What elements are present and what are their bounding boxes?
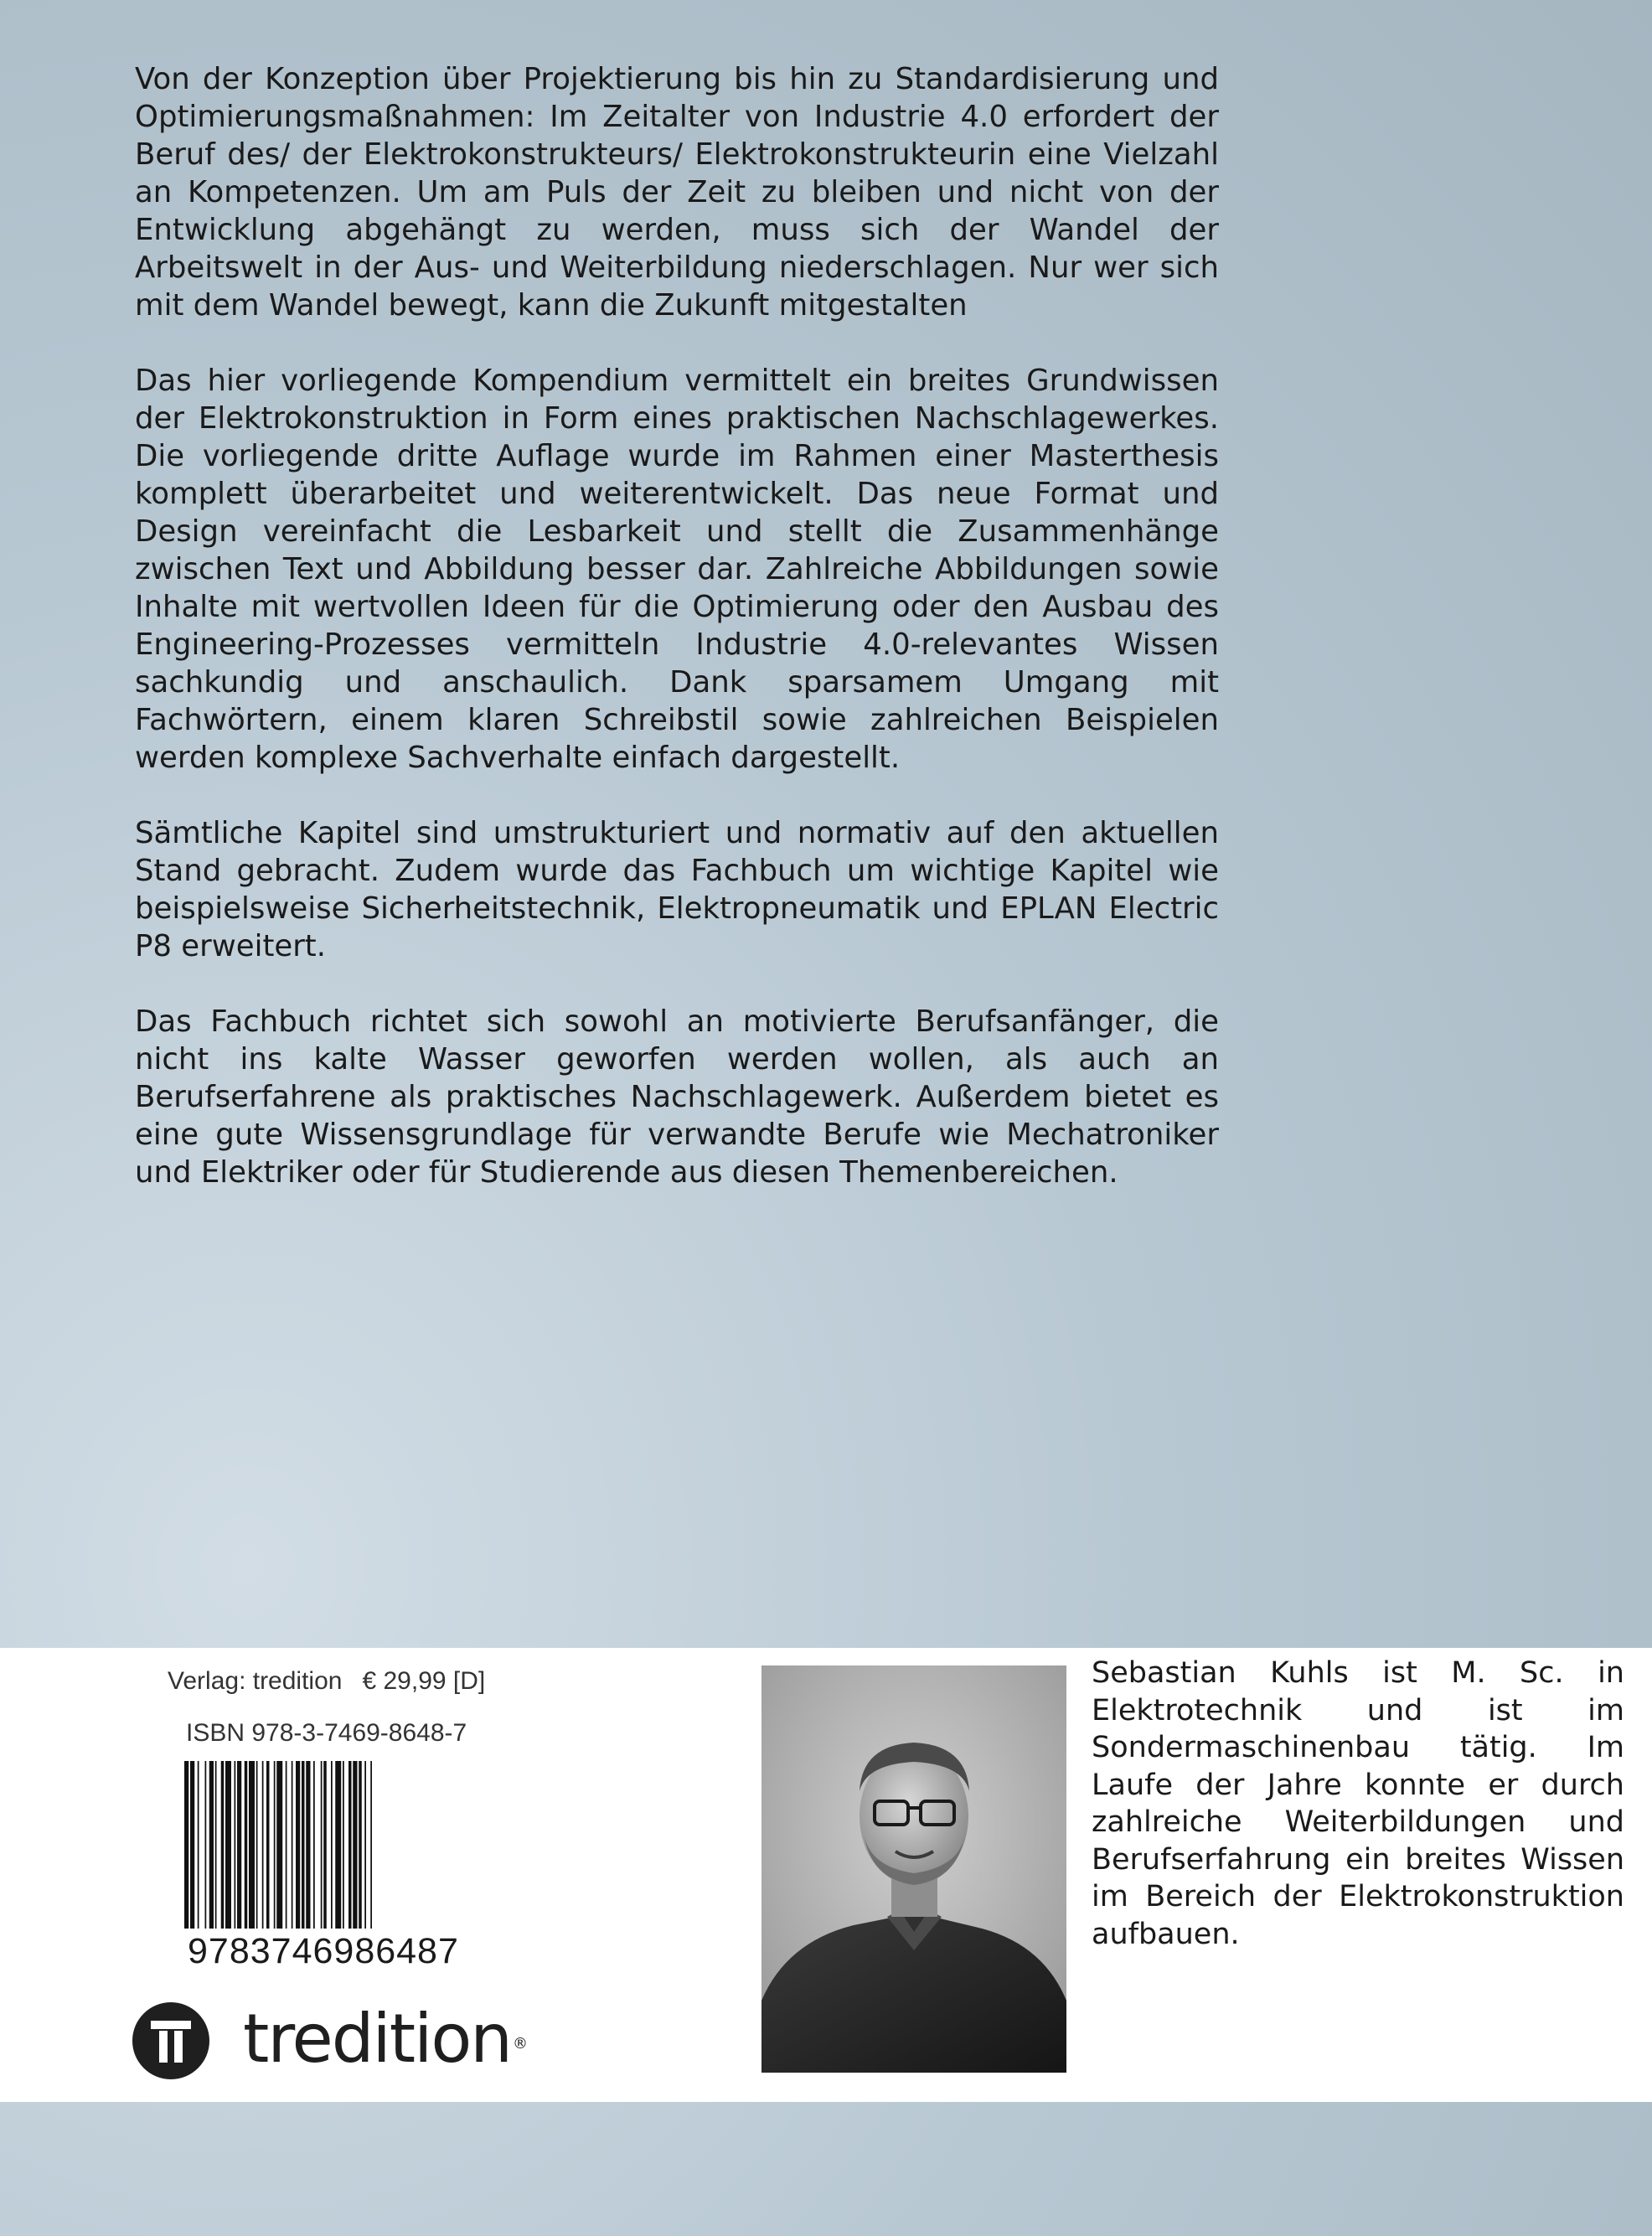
price-label: € 29,99 [D] [362, 1667, 486, 1695]
blurb-paragraph-2: Das hier vorliegende Kompendium vermittelt ein breites Grundwissen der Elektrokonstruktion in Form eines praktischen Nachschlagewerkes. Die vorliegende dritte Auflage wurde im Rahmen einer Masterthesis komplett überarbeitet und weiterentwickelt. Das neue Format und Design vereinfacht die Lesbarkeit und stellt die Zusammenhänge zwischen Text und Abbildung besser dar. Zahlreiche Abbildungen sowie Inhalte mit wertvollen Ideen für die Optimierung oder den Ausbau des Engineering-Prozesses vermitteln Industrie 4.0-relevantes Wissen sachkundig und anschaulich. Dank sparsamem Umgang mit Fachwörtern, einem klaren Schreibstil sowie zahlreichen Beispielen werden komplexe Sachverhalte einfach dargestellt. [135, 364, 1219, 775]
blurb-paragraph-1: Von der Konzeption über Projektierung bis hin zu Standardisierung und Optimierungsmaßnahmen: Im Zeitalter von Industrie 4.0 erfordert der Beruf des/ der Elektrokonstrukteurs/ Elektrokonstrukteurin eine Vielzahl an Kompetenzen. Um am Puls der Zeit zu bleiben und nicht von der Entwicklung abgehängt zu werden, muss sich der Wandel der Arbeitswelt in der Aus- und Weiterbildung niederschlagen. Nur wer sich mit dem Wandel bewegt, kann die Zukunft mitgestalten [135, 62, 1219, 323]
author-bio: Sebastian Kuhls ist M. Sc. in Elektrotechnik und ist im Sondermaschinenbau tätig. Im Laufe der Jahre konnte er durch zahlreiche Weiterbildungen und Berufserfahrung ein breites Wissen im Bereich der Elektrokonstruktion aufbauen. [1092, 1656, 1624, 1951]
back-cover-blurb [135, 60, 1219, 1229]
publisher-price-line [168, 1667, 570, 1696]
blurb-paragraph-4: Das Fachbuch richtet sich sowohl an motivierte Berufsanfänger, die nicht ins kalte Wasser geworfen werden wollen, als auch an Berufserfahrene als praktisches Nachschlagewerk. Außerdem bietet es eine gute Wissensgrundlage für verwandte Berufe wie Mechatroniker und Elektriker oder für Studierende aus diesen Themenbereichen. [135, 1004, 1219, 1190]
tredition-logo-text [243, 2000, 526, 2078]
isbn-label: ISBN 978-3-7469-8648-7 [186, 1719, 467, 1747]
barcode-digits: 9783746986487 [188, 1931, 459, 1971]
logo-word: tredition [243, 2000, 511, 2078]
author-photo [761, 1665, 1066, 2073]
barcode [184, 1761, 496, 1929]
blurb-paragraph-3: Sämtliche Kapitel sind umstrukturiert und normativ auf den aktuellen Stand gebracht. Zudem wurde das Fachbuch um wichtige Kapitel wie beispielsweise Sicherheitstechnik, Elektropneumatik und EPLAN Electric P8 erweitert. [135, 816, 1219, 963]
registered-mark: ® [512, 2035, 526, 2053]
publisher-label: Verlag: tredition [168, 1667, 343, 1695]
tredition-logo-icon [132, 2002, 209, 2079]
